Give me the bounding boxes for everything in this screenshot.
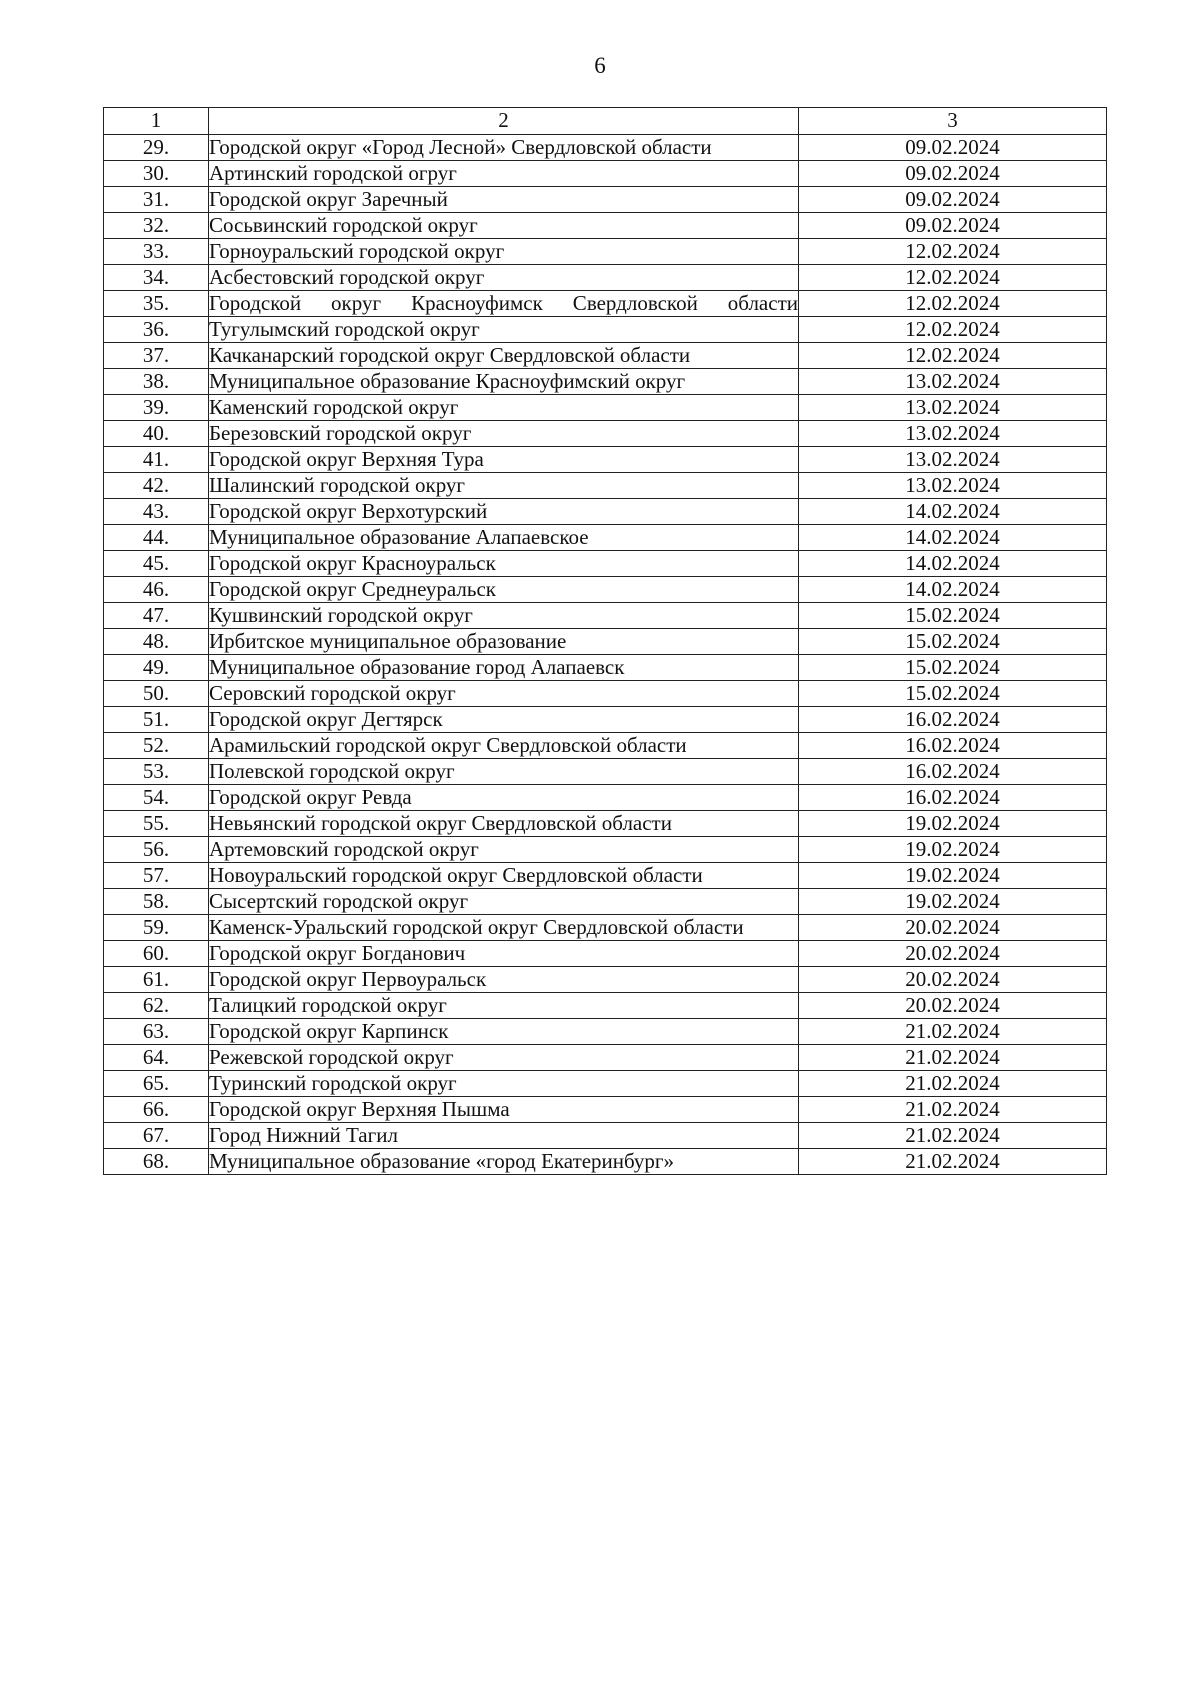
municipality-name-cell: Туринский городской округ (209, 1071, 799, 1097)
table-row (104, 213, 1107, 239)
row-number-cell: 37. (104, 343, 209, 369)
date-cell: 14.02.2024 (799, 525, 1107, 551)
municipality-name-cell: Артинский городской огруг (209, 161, 799, 187)
table-row (104, 343, 1107, 369)
date-cell: 20.02.2024 (799, 915, 1107, 941)
date-cell: 20.02.2024 (799, 941, 1107, 967)
table-row (104, 1019, 1107, 1045)
municipality-name-cell: Горноуральский городской округ (209, 239, 799, 265)
date-cell: 12.02.2024 (799, 317, 1107, 343)
municipality-name-cell: Каменск-Уральский городской округ Свердловской области (209, 915, 799, 941)
table-row (104, 291, 1107, 317)
table-row (104, 577, 1107, 603)
table-row (104, 915, 1107, 941)
row-number-cell: 53. (104, 759, 209, 785)
date-cell: 16.02.2024 (799, 785, 1107, 811)
date-cell: 13.02.2024 (799, 447, 1107, 473)
date-cell: 21.02.2024 (799, 1071, 1107, 1097)
table-row (104, 1149, 1107, 1175)
municipality-name-cell: Муниципальное образование Алапаевское (209, 525, 799, 551)
row-number-cell: 68. (104, 1149, 209, 1175)
row-number-cell: 51. (104, 707, 209, 733)
date-cell: 13.02.2024 (799, 369, 1107, 395)
municipality-name-cell: Ирбитское муниципальное образование (209, 629, 799, 655)
date-cell: 21.02.2024 (799, 1149, 1107, 1175)
row-number-cell: 46. (104, 577, 209, 603)
municipality-name-cell: Городской округ Верхняя Тура (209, 447, 799, 473)
table-row (104, 265, 1107, 291)
table-row (104, 187, 1107, 213)
row-number-cell: 40. (104, 421, 209, 447)
municipality-name-cell: Городской округ Богданович (209, 941, 799, 967)
row-number-cell: 64. (104, 1045, 209, 1071)
table-row (104, 239, 1107, 265)
row-number-cell: 35. (104, 291, 209, 317)
table-row (104, 603, 1107, 629)
row-number-cell: 52. (104, 733, 209, 759)
municipality-name-cell: Качканарский городской округ Свердловской области (209, 343, 799, 369)
municipality-name-cell: Артемовский городской округ (209, 837, 799, 863)
municipality-name-cell: Режевской городской округ (209, 1045, 799, 1071)
row-number-cell: 50. (104, 681, 209, 707)
municipality-name-cell: Городской округ Ревда (209, 785, 799, 811)
table-header (104, 108, 1107, 135)
date-cell: 21.02.2024 (799, 1097, 1107, 1123)
table-row (104, 733, 1107, 759)
row-number-cell: 30. (104, 161, 209, 187)
municipality-name-cell: Городской округ Среднеуральск (209, 577, 799, 603)
row-number-cell: 45. (104, 551, 209, 577)
column-header-name: 2 (209, 108, 799, 135)
row-number-cell: 66. (104, 1097, 209, 1123)
municipality-name-cell: Тугулымский городской округ (209, 317, 799, 343)
row-number-cell: 39. (104, 395, 209, 421)
table-row (104, 525, 1107, 551)
row-number-cell: 67. (104, 1123, 209, 1149)
table-row (104, 1123, 1107, 1149)
row-number-cell: 56. (104, 837, 209, 863)
table-row (104, 447, 1107, 473)
row-number-cell: 32. (104, 213, 209, 239)
municipality-name-cell: Городской округ Верхняя Пышма (209, 1097, 799, 1123)
municipality-name-cell: Серовский городской округ (209, 681, 799, 707)
date-cell: 09.02.2024 (799, 161, 1107, 187)
date-cell: 19.02.2024 (799, 837, 1107, 863)
table-row (104, 811, 1107, 837)
table-row (104, 317, 1107, 343)
table-row (104, 473, 1107, 499)
date-cell: 13.02.2024 (799, 395, 1107, 421)
municipality-name-cell: Городской округ Заречный (209, 187, 799, 213)
municipality-name-cell: Кушвинский городской округ (209, 603, 799, 629)
table-row (104, 551, 1107, 577)
municipality-name-cell: Асбестовский городской округ (209, 265, 799, 291)
municipality-name-cell: Городской округ Верхотурский (209, 499, 799, 525)
municipality-name-cell: Городской округ Красноуральск (209, 551, 799, 577)
municipality-name-cell: Сысертский городской округ (209, 889, 799, 915)
table-row (104, 837, 1107, 863)
date-cell: 15.02.2024 (799, 655, 1107, 681)
row-number-cell: 36. (104, 317, 209, 343)
municipality-name-cell: Муниципальное образование Красноуфимский округ (209, 369, 799, 395)
date-cell: 12.02.2024 (799, 239, 1107, 265)
table-row (104, 1045, 1107, 1071)
date-cell: 14.02.2024 (799, 577, 1107, 603)
row-number-cell: 44. (104, 525, 209, 551)
date-cell: 14.02.2024 (799, 551, 1107, 577)
table-row (104, 1097, 1107, 1123)
row-number-cell: 41. (104, 447, 209, 473)
table-row (104, 421, 1107, 447)
municipality-schedule-table (103, 107, 1107, 1175)
date-cell: 20.02.2024 (799, 993, 1107, 1019)
row-number-cell: 34. (104, 265, 209, 291)
table-row (104, 499, 1107, 525)
row-number-cell: 43. (104, 499, 209, 525)
table-row (104, 1071, 1107, 1097)
municipality-name-cell: Городской округ Первоуральск (209, 967, 799, 993)
date-cell: 16.02.2024 (799, 759, 1107, 785)
municipality-name-cell: Сосьвинский городской округ (209, 213, 799, 239)
municipality-name-cell: Каменский городской округ (209, 395, 799, 421)
municipality-name-cell: Городской округ Дегтярск (209, 707, 799, 733)
date-cell: 12.02.2024 (799, 265, 1107, 291)
municipality-name-cell: Городской округ «Город Лесной» Свердловской области (209, 135, 799, 161)
date-cell: 15.02.2024 (799, 681, 1107, 707)
municipality-name-cell: Новоуральский городской округ Свердловской области (209, 863, 799, 889)
table-row (104, 135, 1107, 161)
municipality-name-cell: Городской округ Красноуфимск Свердловской области (209, 291, 798, 315)
row-number-cell: 58. (104, 889, 209, 915)
date-cell: 14.02.2024 (799, 499, 1107, 525)
table-row (104, 863, 1107, 889)
date-cell: 09.02.2024 (799, 213, 1107, 239)
date-cell: 09.02.2024 (799, 135, 1107, 161)
table-row (104, 967, 1107, 993)
row-number-cell: 42. (104, 473, 209, 499)
row-number-cell: 49. (104, 655, 209, 681)
row-number-cell: 33. (104, 239, 209, 265)
date-cell: 09.02.2024 (799, 187, 1107, 213)
row-number-cell: 60. (104, 941, 209, 967)
table-row (104, 395, 1107, 421)
date-cell: 19.02.2024 (799, 811, 1107, 837)
date-cell: 16.02.2024 (799, 707, 1107, 733)
row-number-cell: 63. (104, 1019, 209, 1045)
date-cell: 15.02.2024 (799, 629, 1107, 655)
row-number-cell: 65. (104, 1071, 209, 1097)
table-row (104, 785, 1107, 811)
row-number-cell: 61. (104, 967, 209, 993)
row-number-cell: 57. (104, 863, 209, 889)
date-cell: 21.02.2024 (799, 1019, 1107, 1045)
table-row (104, 655, 1107, 681)
date-cell: 21.02.2024 (799, 1045, 1107, 1071)
municipality-name-cell: Муниципальное образование город Алапаевск (209, 655, 799, 681)
municipality-name-cell: Талицкий городской округ (209, 993, 799, 1019)
date-cell: 19.02.2024 (799, 863, 1107, 889)
row-number-cell: 38. (104, 369, 209, 395)
date-cell: 19.02.2024 (799, 889, 1107, 915)
table-row (104, 629, 1107, 655)
table-row (104, 369, 1107, 395)
table-row (104, 161, 1107, 187)
date-cell: 13.02.2024 (799, 473, 1107, 499)
row-number-cell: 48. (104, 629, 209, 655)
column-header-number: 1 (104, 108, 209, 135)
row-number-cell: 54. (104, 785, 209, 811)
date-cell: 15.02.2024 (799, 603, 1107, 629)
table-body (104, 135, 1107, 1175)
date-cell: 16.02.2024 (799, 733, 1107, 759)
date-cell: 12.02.2024 (799, 343, 1107, 369)
table-row (104, 889, 1107, 915)
date-cell: 13.02.2024 (799, 421, 1107, 447)
header-row (104, 108, 1107, 135)
row-number-cell: 31. (104, 187, 209, 213)
municipality-name-cell: Муниципальное образование «город Екатеринбург» (209, 1149, 799, 1175)
municipality-name-cell: Невьянский городской округ Свердловской области (209, 811, 799, 837)
table-row (104, 993, 1107, 1019)
date-cell: 21.02.2024 (799, 1123, 1107, 1149)
row-number-cell: 47. (104, 603, 209, 629)
row-number-cell: 29. (104, 135, 209, 161)
page-number: 6 (594, 53, 606, 78)
table-row (104, 681, 1107, 707)
column-header-date: 3 (799, 108, 1107, 135)
municipality-name-cell: Полевской городской округ (209, 759, 799, 785)
date-cell: 12.02.2024 (799, 291, 1107, 317)
row-number-cell: 59. (104, 915, 209, 941)
municipality-name-cell: Шалинский городской округ (209, 473, 799, 499)
municipality-name-cell: Арамильский городской округ Свердловской области (209, 733, 799, 759)
table-row (104, 941, 1107, 967)
date-cell: 20.02.2024 (799, 967, 1107, 993)
row-number-cell: 55. (104, 811, 209, 837)
row-number-cell: 62. (104, 993, 209, 1019)
municipality-name-cell: Городской округ Карпинск (209, 1019, 799, 1045)
table-row (104, 707, 1107, 733)
municipality-name-cell: Березовский городской округ (209, 421, 799, 447)
municipality-name-cell: Город Нижний Тагил (209, 1123, 799, 1149)
table-row (104, 759, 1107, 785)
